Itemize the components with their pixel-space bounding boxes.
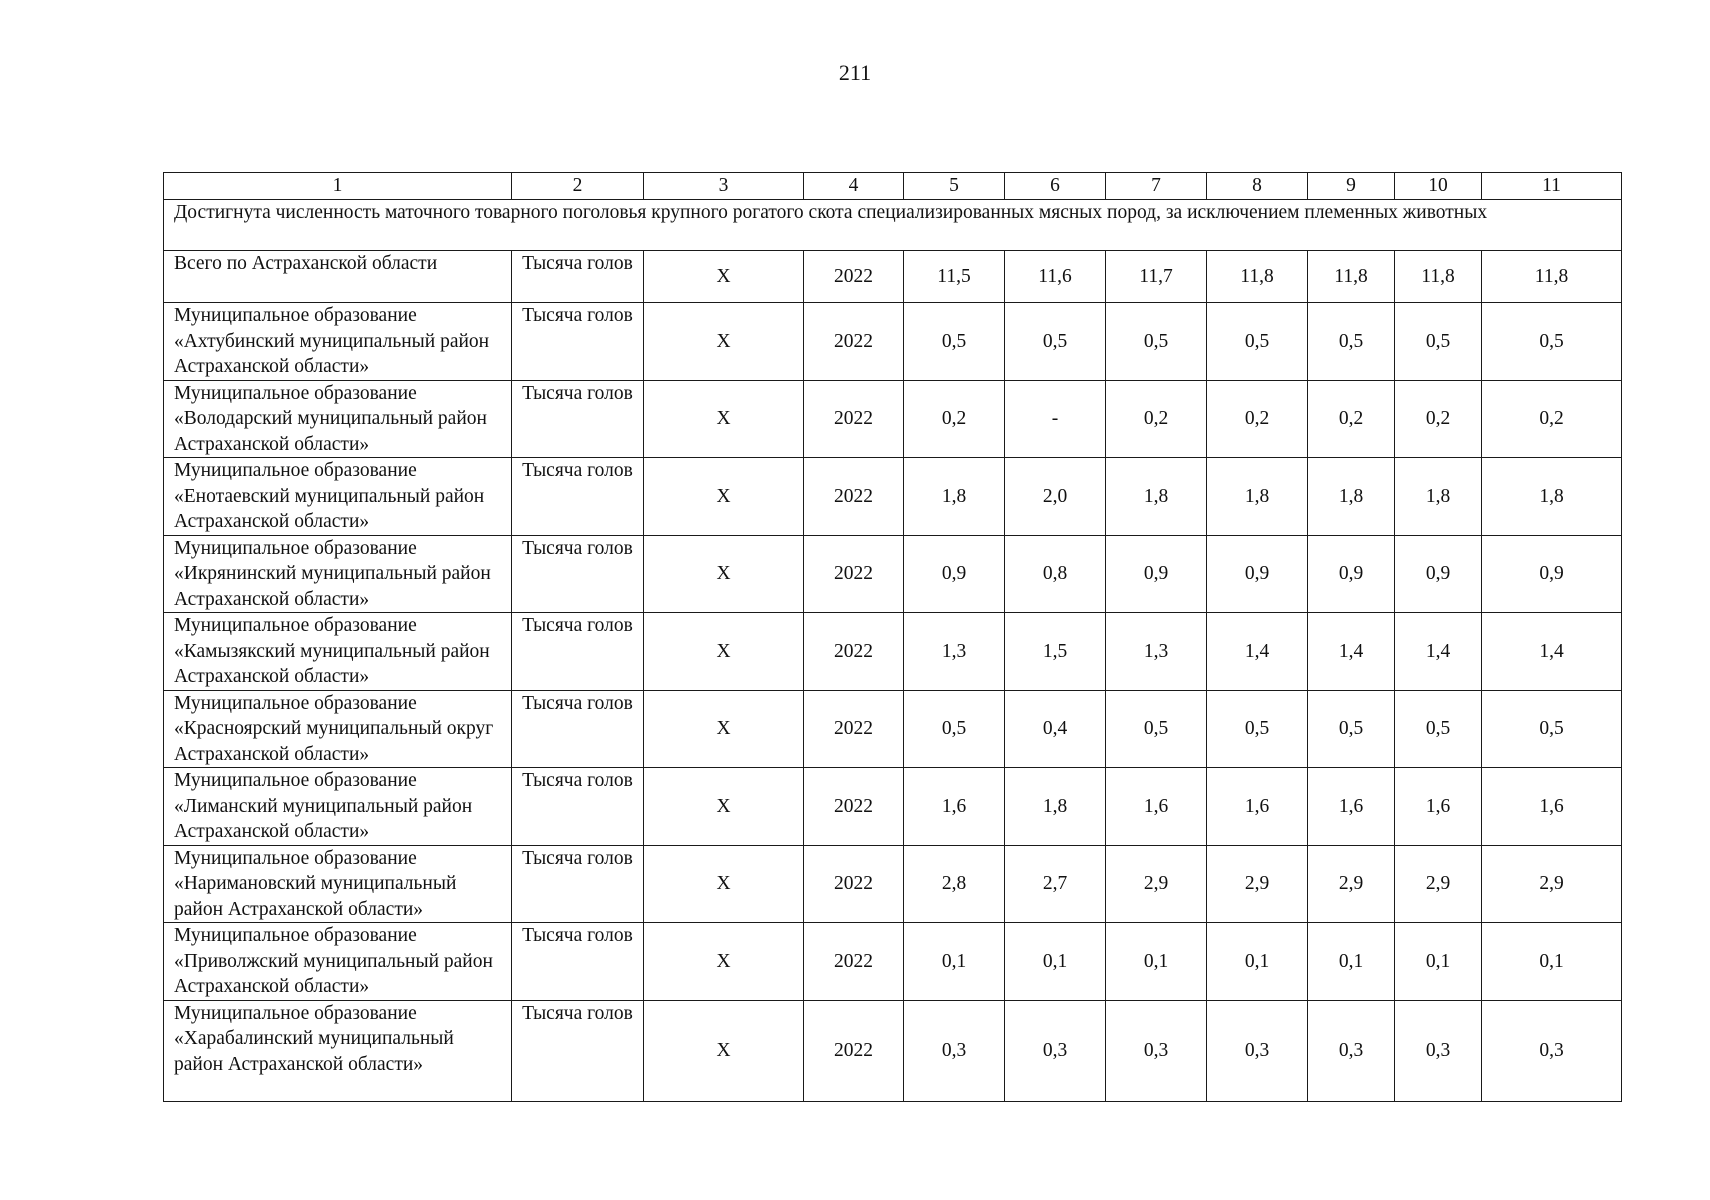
table-row xyxy=(164,768,1622,846)
base-year-cell: 2022 xyxy=(804,458,904,536)
value-cell: 0,5 xyxy=(904,690,1005,768)
value-cell: 11,8 xyxy=(1308,251,1395,303)
column-number-cell: 8 xyxy=(1207,173,1308,200)
base-year-cell: 2022 xyxy=(804,845,904,923)
mark-cell: Х xyxy=(644,458,804,536)
column-number-row xyxy=(164,173,1622,200)
value-cell: 0,5 xyxy=(1207,303,1308,381)
value-cell: 11,5 xyxy=(904,251,1005,303)
value-cell: - xyxy=(1005,380,1106,458)
value-cell: 0,9 xyxy=(1308,535,1395,613)
value-cell: 1,8 xyxy=(1395,458,1482,536)
value-cell: 0,5 xyxy=(1308,303,1395,381)
value-cell: 1,6 xyxy=(1207,768,1308,846)
column-number-cell: 4 xyxy=(804,173,904,200)
unit-cell: Тысяча голов xyxy=(512,923,644,1001)
value-cell: 2,7 xyxy=(1005,845,1106,923)
value-cell: 0,1 xyxy=(1395,923,1482,1001)
value-cell: 1,8 xyxy=(1482,458,1622,536)
value-cell: 1,8 xyxy=(1005,768,1106,846)
column-number-cell: 7 xyxy=(1106,173,1207,200)
value-cell: 0,3 xyxy=(1005,1000,1106,1101)
unit-cell: Тысяча голов xyxy=(512,535,644,613)
value-cell: 0,5 xyxy=(1395,303,1482,381)
mark-cell: Х xyxy=(644,845,804,923)
value-cell: 1,8 xyxy=(904,458,1005,536)
base-year-cell: 2022 xyxy=(804,768,904,846)
column-number-cell: 5 xyxy=(904,173,1005,200)
value-cell: 0,5 xyxy=(1106,690,1207,768)
unit-cell: Тысяча голов xyxy=(512,458,644,536)
base-year-cell: 2022 xyxy=(804,613,904,691)
section-title-row xyxy=(164,200,1622,251)
mark-cell: Х xyxy=(644,535,804,613)
municipality-name-cell: Муниципальное образование «Камызякский муниципальный район Астраханской области» xyxy=(164,613,512,691)
value-cell: 1,3 xyxy=(904,613,1005,691)
table-row xyxy=(164,303,1622,381)
value-cell: 0,1 xyxy=(904,923,1005,1001)
value-cell: 1,4 xyxy=(1207,613,1308,691)
unit-cell: Тысяча голов xyxy=(512,1000,644,1101)
base-year-cell: 2022 xyxy=(804,1000,904,1101)
value-cell: 2,0 xyxy=(1005,458,1106,536)
page-number: 211 xyxy=(838,60,872,85)
value-cell: 0,3 xyxy=(1482,1000,1622,1101)
value-cell: 0,1 xyxy=(1106,923,1207,1001)
table-row xyxy=(164,380,1622,458)
value-cell: 0,2 xyxy=(904,380,1005,458)
value-cell: 0,5 xyxy=(1395,690,1482,768)
value-cell: 0,3 xyxy=(1395,1000,1482,1101)
table-row xyxy=(164,690,1622,768)
value-cell: 0,9 xyxy=(1395,535,1482,613)
column-number-cell: 10 xyxy=(1395,173,1482,200)
table-row xyxy=(164,613,1622,691)
unit-cell: Тысяча голов xyxy=(512,380,644,458)
base-year-cell: 2022 xyxy=(804,690,904,768)
column-number-cell: 1 xyxy=(164,173,512,200)
mark-cell: Х xyxy=(644,613,804,691)
value-cell: 1,6 xyxy=(1482,768,1622,846)
unit-cell: Тысяча голов xyxy=(512,303,644,381)
municipality-name-cell: Муниципальное образование «Икрянинский муниципальный район Астраханской области» xyxy=(164,535,512,613)
value-cell: 0,1 xyxy=(1207,923,1308,1001)
table-row-total xyxy=(164,251,1622,303)
value-cell: 2,8 xyxy=(904,845,1005,923)
unit-cell: Тысяча голов xyxy=(512,251,644,303)
value-cell: 0,2 xyxy=(1395,380,1482,458)
value-cell: 11,8 xyxy=(1482,251,1622,303)
base-year-cell: 2022 xyxy=(804,251,904,303)
municipality-name-cell: Муниципальное образование «Приволжский муниципальный район Астраханской области» xyxy=(164,923,512,1001)
municipality-name-cell: Муниципальное образование «Володарский муниципальный район Астраханской области» xyxy=(164,380,512,458)
unit-cell: Тысяча голов xyxy=(512,845,644,923)
indicator-table xyxy=(163,172,1622,1102)
municipality-name-cell: Муниципальное образование «Ахтубинский муниципальный район Астраханской области» xyxy=(164,303,512,381)
value-cell: 0,3 xyxy=(1207,1000,1308,1101)
municipality-name-cell: Муниципальное образование «Лиманский муниципальный район Астраханской области» xyxy=(164,768,512,846)
value-cell: 0,8 xyxy=(1005,535,1106,613)
column-number-cell: 9 xyxy=(1308,173,1395,200)
unit-cell: Тысяча голов xyxy=(512,768,644,846)
mark-cell: Х xyxy=(644,923,804,1001)
table-body xyxy=(164,173,1622,1102)
value-cell: 0,5 xyxy=(1207,690,1308,768)
section-title: Достигнута численность маточного товарного поголовья крупного рогатого скота специализированных мясных пород, за исключением племенных животных xyxy=(164,200,1622,251)
column-number-cell: 11 xyxy=(1482,173,1622,200)
column-number-cell: 2 xyxy=(512,173,644,200)
table-row xyxy=(164,535,1622,613)
value-cell: 1,4 xyxy=(1395,613,1482,691)
value-cell: 0,4 xyxy=(1005,690,1106,768)
value-cell: 0,5 xyxy=(1482,303,1622,381)
value-cell: 2,9 xyxy=(1207,845,1308,923)
value-cell: 0,5 xyxy=(1308,690,1395,768)
value-cell: 1,3 xyxy=(1106,613,1207,691)
mark-cell: Х xyxy=(644,380,804,458)
table-row xyxy=(164,923,1622,1001)
value-cell: 1,6 xyxy=(904,768,1005,846)
base-year-cell: 2022 xyxy=(804,535,904,613)
value-cell: 0,2 xyxy=(1482,380,1622,458)
unit-cell: Тысяча голов xyxy=(512,613,644,691)
column-number-cell: 3 xyxy=(644,173,804,200)
value-cell: 2,9 xyxy=(1482,845,1622,923)
value-cell: 0,3 xyxy=(904,1000,1005,1101)
base-year-cell: 2022 xyxy=(804,303,904,381)
value-cell: 11,8 xyxy=(1207,251,1308,303)
value-cell: 0,1 xyxy=(1482,923,1622,1001)
table-row xyxy=(164,1000,1622,1101)
base-year-cell: 2022 xyxy=(804,923,904,1001)
municipality-name-cell: Муниципальное образование «Енотаевский муниципальный район Астраханской области» xyxy=(164,458,512,536)
value-cell: 11,7 xyxy=(1106,251,1207,303)
value-cell: 1,8 xyxy=(1106,458,1207,536)
value-cell: 11,8 xyxy=(1395,251,1482,303)
value-cell: 1,8 xyxy=(1207,458,1308,536)
value-cell: 1,6 xyxy=(1395,768,1482,846)
value-cell: 1,6 xyxy=(1106,768,1207,846)
mark-cell: Х xyxy=(644,1000,804,1101)
value-cell: 2,9 xyxy=(1395,845,1482,923)
value-cell: 1,6 xyxy=(1308,768,1395,846)
value-cell: 0,9 xyxy=(1482,535,1622,613)
value-cell: 0,5 xyxy=(1106,303,1207,381)
column-number-cell: 6 xyxy=(1005,173,1106,200)
value-cell: 0,3 xyxy=(1106,1000,1207,1101)
value-cell: 1,4 xyxy=(1482,613,1622,691)
mark-cell: Х xyxy=(644,303,804,381)
value-cell: 0,5 xyxy=(1005,303,1106,381)
value-cell: 0,1 xyxy=(1005,923,1106,1001)
value-cell: 0,5 xyxy=(904,303,1005,381)
value-cell: 11,6 xyxy=(1005,251,1106,303)
value-cell: 0,2 xyxy=(1207,380,1308,458)
mark-cell: Х xyxy=(644,690,804,768)
value-cell: 0,2 xyxy=(1308,380,1395,458)
municipality-name-cell: Всего по Астраханской области xyxy=(164,251,512,303)
mark-cell: Х xyxy=(644,251,804,303)
municipality-name-cell: Муниципальное образование «Красноярский муниципальный округ Астраханской области» xyxy=(164,690,512,768)
value-cell: 2,9 xyxy=(1308,845,1395,923)
value-cell: 2,9 xyxy=(1106,845,1207,923)
value-cell: 0,1 xyxy=(1308,923,1395,1001)
table-row xyxy=(164,845,1622,923)
value-cell: 1,8 xyxy=(1308,458,1395,536)
base-year-cell: 2022 xyxy=(804,380,904,458)
value-cell: 1,4 xyxy=(1308,613,1395,691)
value-cell: 0,2 xyxy=(1106,380,1207,458)
value-cell: 0,9 xyxy=(1106,535,1207,613)
municipality-name-cell: Муниципальное образование «Наримановский муниципальный район Астраханской области» xyxy=(164,845,512,923)
mark-cell: Х xyxy=(644,768,804,846)
value-cell: 0,3 xyxy=(1308,1000,1395,1101)
unit-cell: Тысяча голов xyxy=(512,690,644,768)
value-cell: 1,5 xyxy=(1005,613,1106,691)
value-cell: 0,9 xyxy=(904,535,1005,613)
municipality-name-cell: Муниципальное образование «Харабалинский муниципальный район Астраханской области» xyxy=(164,1000,512,1101)
value-cell: 0,9 xyxy=(1207,535,1308,613)
value-cell: 0,5 xyxy=(1482,690,1622,768)
table-row xyxy=(164,458,1622,536)
